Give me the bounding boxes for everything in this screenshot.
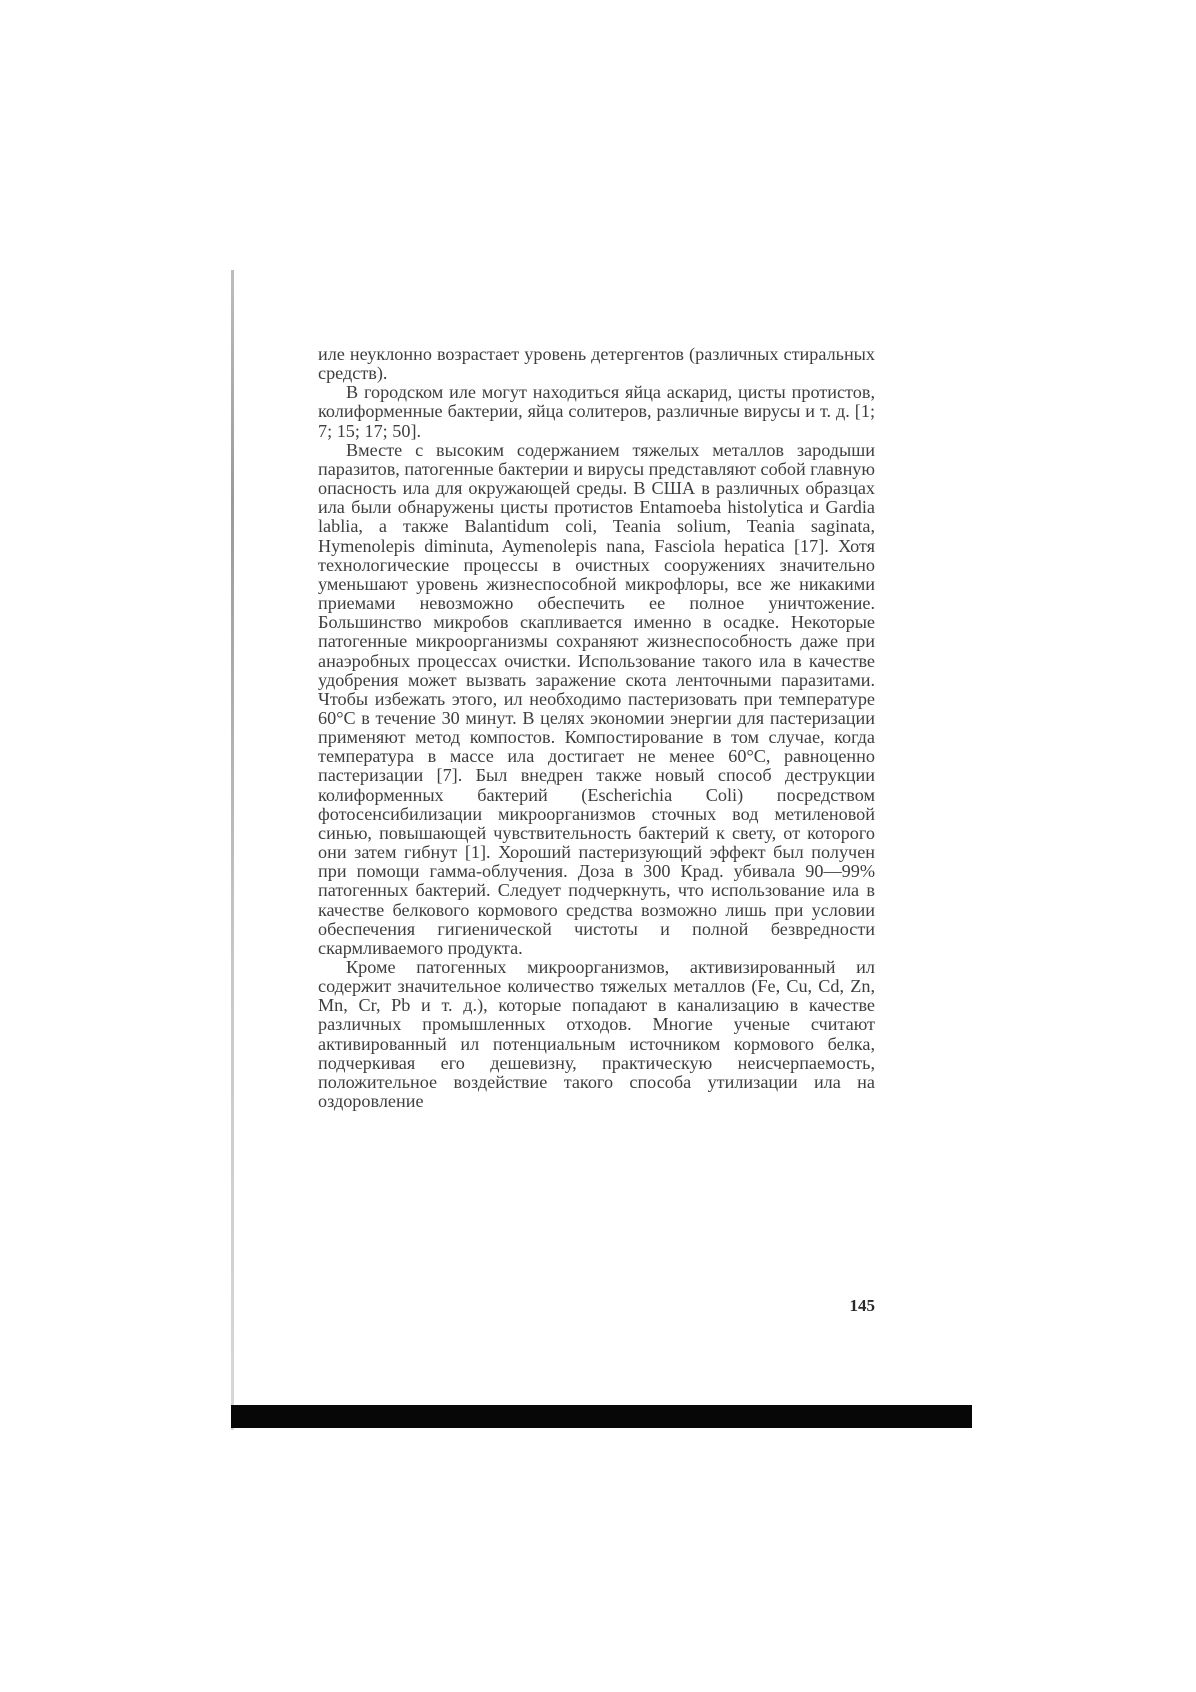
- paragraph: Кроме патогенных микроорганизмов, активизированный ил содержит значительное количество тяжелых металлов (Fe, Cu, Cd, Zn, Mn, Cr, Pb и т. д.), которые попадают в канализацию в качестве различных промышленных отходов. Многие ученые считают активированный ил потенциальным источником кормового белка, подчеркивая его дешевизну, практическую неисчерпаемость, положительное воздействие такого способа утилизации ила на оздоровление: [318, 957, 875, 1112]
- page-number: 145: [849, 1296, 875, 1315]
- page-left-edge-shadow: [231, 270, 234, 1430]
- body-text: [318, 345, 875, 1111]
- paragraph: В городском иле могут находиться яйца аскарид, цисты протистов, колиформенные бактерии, яйца солитеров, различные вирусы и т. д. [1; 7; 15; 17; 50].: [318, 382, 875, 441]
- scan-bottom-edge-bar: [231, 1405, 972, 1428]
- paragraph: Вместе с высоким содержанием тяжелых металлов зародыши паразитов, патогенные бактерии и вирусы представляют собой главную опасность ила для окружающей среды. В США в различных образцах ила были обнаружены цисты протистов Entamoeba histolytica и Gardia lablia, а также Balantidum coli, Teania solium, Teania saginata, Hymenolepis diminuta, Aymenolepis nana, Fasciola hepatica [17]. Хотя технологические процессы в очистных сооружениях значительно уменьшают уровень жизнеспособной микрофлоры, все же никакими приемами невозможно обеспечить ее полное уничтожение. Большинство микробов скапливается именно в осадке. Некоторые патогенные микроорганизмы сохраняют жизнеспособность даже при анаэробных процессах очистки. Использование такого ила в качестве удобрения может вызвать заражение скота ленточными паразитами. Чтобы избежать этого, ил необходимо пастеризовать при температуре 60°С в течение 30 минут. В целях экономии энергии для пастеризации применяют метод компостов. Компостирование в том случае, когда температура в массе ила достигает не менее 60°С, равноценно пастеризации [7]. Был внедрен также новый способ деструкции колиформенных бактерий (Escherichia Coli) посредством фотосенсибилизации микроорганизмов сточных вод метиленовой синью, повышающей чувствительность бактерий к свету, от которого они затем гибнут [1]. Хороший пастеризующий эффект был получен при помощи гамма-облучения. Доза в 300 Крад. убивала 90—99% патогенных бактерий. Следует подчеркнуть, что использование ила в качестве белкового кормового средства возможно лишь при условии обеспечения гигиенической чистоты и полной безвредности скармливаемого продукта.: [318, 439, 875, 958]
- paragraph: иле неуклонно возрастает уровень детергентов (различных стиральных средств).: [318, 344, 875, 384]
